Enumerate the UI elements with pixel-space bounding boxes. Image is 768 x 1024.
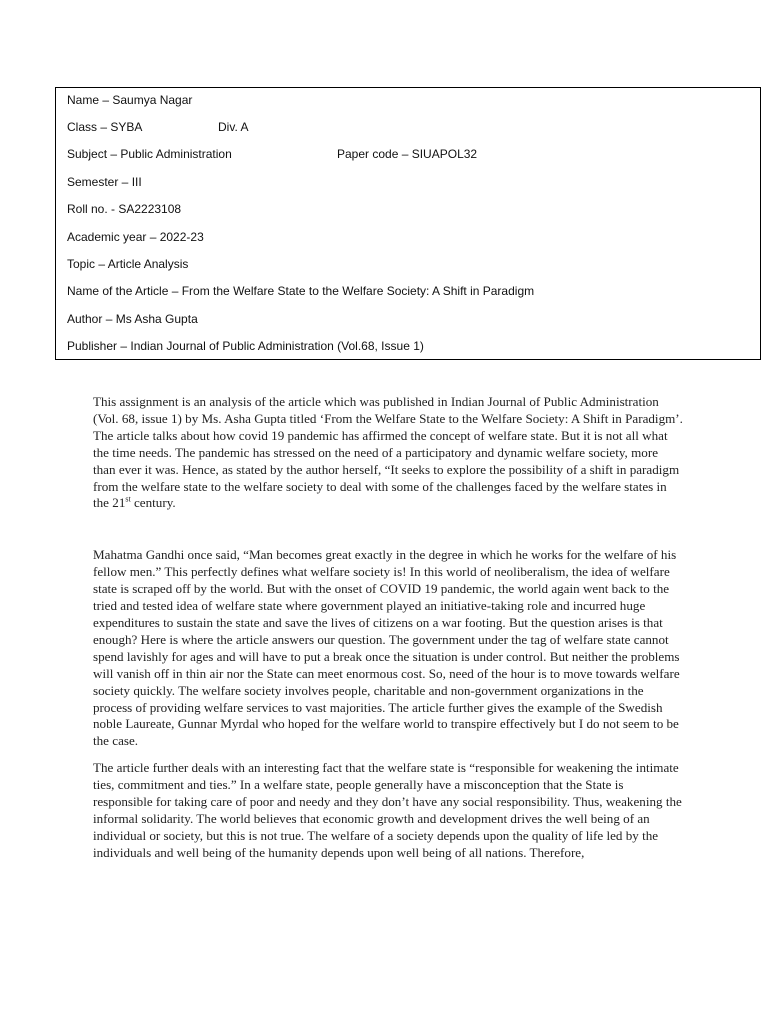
paragraph-welfare-ties: The article further deals with an interesting fact that the welfare state is “responsible for weakening the intimate ties, commitment and ties.” In a welfare state, people generally have a misconception that the State is responsible for taking care of poor and needy and they don’t have any social responsibility. Thus, weakening the informal solidarity. The world believes that economic growth and development drives the well being of an individual or society, but this is not true. The welfare of a society depends upon the quality of life led by the individuals and well being of the humanity depends upon well being of all nations. Therefore, xyxy=(93,760,682,860)
subject-label: Subject – Public Administration xyxy=(67,147,232,161)
subject-row xyxy=(67,147,478,161)
paragraph-intro-end: century. xyxy=(130,495,176,511)
paragraph-intro-text: This assignment is an analysis of the article which was published in Indian Journal of Public Administration (Vol. 68, issue 1) by Ms. Asha Gupta titled ‘From the Welfare State to the Welfare Society: A Shift in Paradigm’. The article talks about how covid 19 pandemic has affirmed the concept of welfare state. But it is not all what the time needs. The pandemic has stressed on the need of a participatory and dynamic welfare society, more than ever it was. Hence, as stated by the author herself, “It seeks to explore the possibility of a shift in paradigm from the welfare state to the welfare society to deal with some of the challenges faced by the welfare states in the 21 xyxy=(93,394,683,511)
division-label: Div. A xyxy=(218,120,249,134)
roll-number-label: Roll no. - SA2223108 xyxy=(67,202,182,216)
article-name-label: Name of the Article – From the Welfare State to the Welfare Society: A Shift in Paradigm xyxy=(67,284,535,298)
author-label: Author – Ms Asha Gupta xyxy=(67,312,198,326)
publisher-label: Publisher – Indian Journal of Public Administration (Vol.68, Issue 1) xyxy=(67,339,424,353)
paragraph-gandhi: Mahatma Gandhi once said, “Man becomes great exactly in the degree in which he works for the welfare of his fellow men.” This perfectly defines what welfare society is! In this world of neoliberalism, the idea of welfare state is scraped off by the world. But with the onset of COVID 19 pandemic, the world again went back to the tried and tested idea of welfare state where government played an initiative-taking role and incurred huge expenditures to sustain the state and save the lives of citizens on a war footing. But the question arises is that enough? Here is where the article answers our question. The government under the tag of welfare state cannot spend lavishly for ages and will have to put a break once the situation is under control. But neither the problems will vanish off in thin air nor the State can meet enormous cost. So, need of the hour is to move towards welfare society quickly. The welfare society involves people, charitable and non-government organizations in the process of providing welfare services to vast majorities. The article further gives the example of the Swedish noble Laureate, Gunnar Myrdal who hoped for the welfare world to transpire effectively but I do not seem to be the case. xyxy=(93,547,680,749)
class-row xyxy=(67,120,249,134)
semester-label: Semester – III xyxy=(67,175,142,189)
student-info-box xyxy=(55,87,761,360)
class-label: Class – SYBA xyxy=(67,120,143,134)
student-name: Name – Saumya Nagar xyxy=(67,93,193,107)
academic-year-label: Academic year – 2022-23 xyxy=(67,230,204,244)
topic-label: Topic – Article Analysis xyxy=(67,257,189,271)
article-analysis-body xyxy=(93,394,683,862)
paragraph-intro xyxy=(93,394,683,512)
ordinal-suffix: st xyxy=(125,495,131,505)
paper-code-label: Paper code – SIUAPOL32 xyxy=(337,147,478,161)
